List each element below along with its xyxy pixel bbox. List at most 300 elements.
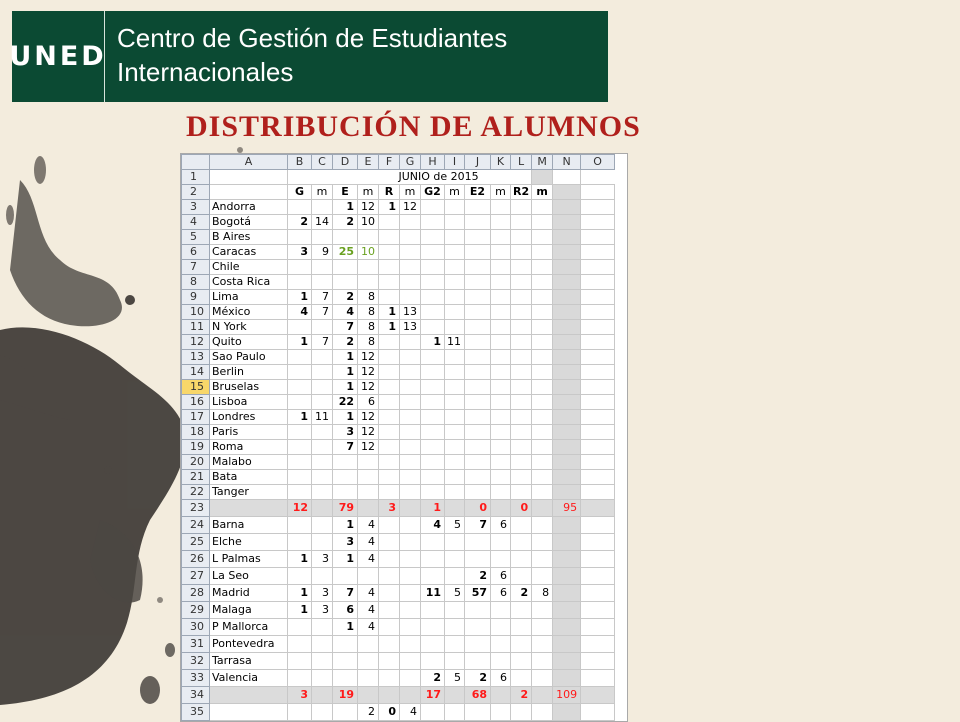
row-header[interactable]: 29 bbox=[182, 602, 210, 619]
cell[interactable] bbox=[445, 425, 465, 440]
cell[interactable]: 11 bbox=[421, 585, 445, 602]
cell[interactable]: 0 bbox=[511, 500, 532, 517]
cell[interactable] bbox=[445, 230, 465, 245]
cell[interactable] bbox=[312, 653, 333, 670]
cell[interactable] bbox=[445, 365, 465, 380]
cell[interactable] bbox=[445, 350, 465, 365]
cell[interactable]: Lisboa bbox=[210, 395, 288, 410]
cell[interactable] bbox=[511, 275, 532, 290]
cell[interactable] bbox=[312, 350, 333, 365]
cell[interactable] bbox=[532, 440, 553, 455]
cell[interactable]: 3 bbox=[312, 602, 333, 619]
cell[interactable] bbox=[532, 365, 553, 380]
cell[interactable]: 1 bbox=[379, 200, 400, 215]
cell[interactable] bbox=[445, 485, 465, 500]
cell[interactable] bbox=[581, 200, 615, 215]
cell[interactable] bbox=[312, 619, 333, 636]
cell[interactable] bbox=[491, 305, 511, 320]
cell[interactable] bbox=[421, 551, 445, 568]
cell[interactable] bbox=[400, 568, 421, 585]
cell[interactable] bbox=[400, 455, 421, 470]
cell[interactable]: 3 bbox=[288, 687, 312, 704]
cell[interactable] bbox=[532, 425, 553, 440]
cell[interactable] bbox=[333, 455, 358, 470]
cell[interactable]: 3 bbox=[333, 425, 358, 440]
cell[interactable] bbox=[445, 395, 465, 410]
cell[interactable] bbox=[511, 440, 532, 455]
cell[interactable] bbox=[379, 425, 400, 440]
cell[interactable]: 2 bbox=[333, 290, 358, 305]
cell[interactable] bbox=[581, 215, 615, 230]
cell[interactable]: 2 bbox=[421, 670, 445, 687]
cell[interactable]: 8 bbox=[358, 320, 379, 335]
cell[interactable] bbox=[532, 517, 553, 534]
cell[interactable]: 12 bbox=[288, 500, 312, 517]
cell[interactable] bbox=[465, 260, 491, 275]
cell[interactable] bbox=[288, 470, 312, 485]
cell[interactable] bbox=[581, 619, 615, 636]
cell[interactable] bbox=[379, 245, 400, 260]
cell[interactable] bbox=[581, 568, 615, 585]
cell[interactable]: 22 bbox=[333, 395, 358, 410]
cell[interactable] bbox=[288, 455, 312, 470]
cell[interactable]: B Aires bbox=[210, 230, 288, 245]
cell[interactable]: 13 bbox=[400, 305, 421, 320]
cell[interactable] bbox=[465, 534, 491, 551]
cell[interactable]: 8 bbox=[532, 585, 553, 602]
cell[interactable] bbox=[400, 410, 421, 425]
cell[interactable]: 1 bbox=[333, 350, 358, 365]
cell[interactable]: 7 bbox=[333, 440, 358, 455]
cell[interactable] bbox=[511, 470, 532, 485]
cell[interactable] bbox=[581, 425, 615, 440]
cell[interactable] bbox=[288, 275, 312, 290]
cell[interactable] bbox=[511, 380, 532, 395]
column-group-header[interactable]: m bbox=[491, 185, 511, 200]
cell[interactable] bbox=[379, 455, 400, 470]
cell[interactable] bbox=[421, 568, 445, 585]
cell[interactable]: Malaga bbox=[210, 602, 288, 619]
cell[interactable]: 1 bbox=[288, 551, 312, 568]
cell[interactable] bbox=[400, 395, 421, 410]
cell[interactable]: Paris bbox=[210, 425, 288, 440]
cell[interactable] bbox=[553, 395, 581, 410]
cell[interactable] bbox=[581, 470, 615, 485]
column-header[interactable]: G bbox=[400, 155, 421, 170]
column-group-header[interactable] bbox=[581, 185, 615, 200]
cell[interactable]: 5 bbox=[445, 670, 465, 687]
cell[interactable] bbox=[312, 470, 333, 485]
cell[interactable] bbox=[491, 200, 511, 215]
cell[interactable] bbox=[445, 500, 465, 517]
cell[interactable] bbox=[312, 534, 333, 551]
row-header[interactable]: 15 bbox=[182, 380, 210, 395]
cell[interactable] bbox=[445, 305, 465, 320]
cell[interactable] bbox=[379, 636, 400, 653]
cell[interactable] bbox=[210, 687, 288, 704]
cell[interactable] bbox=[400, 585, 421, 602]
cell[interactable] bbox=[379, 585, 400, 602]
cell[interactable] bbox=[445, 534, 465, 551]
cell[interactable]: 5 bbox=[445, 517, 465, 534]
cell[interactable] bbox=[553, 653, 581, 670]
cell[interactable] bbox=[333, 704, 358, 721]
cell[interactable] bbox=[581, 440, 615, 455]
cell[interactable]: 12 bbox=[400, 200, 421, 215]
cell[interactable] bbox=[581, 455, 615, 470]
cell[interactable] bbox=[465, 335, 491, 350]
row-header[interactable]: 30 bbox=[182, 619, 210, 636]
column-header[interactable]: H bbox=[421, 155, 445, 170]
cell[interactable] bbox=[312, 260, 333, 275]
cell[interactable]: 1 bbox=[333, 365, 358, 380]
row-header[interactable]: 22 bbox=[182, 485, 210, 500]
cell[interactable] bbox=[532, 230, 553, 245]
cell[interactable] bbox=[491, 636, 511, 653]
cell[interactable] bbox=[491, 653, 511, 670]
cell[interactable]: 2 bbox=[511, 585, 532, 602]
cell[interactable] bbox=[553, 551, 581, 568]
cell[interactable]: 0 bbox=[465, 500, 491, 517]
cell[interactable] bbox=[465, 410, 491, 425]
cell[interactable] bbox=[421, 455, 445, 470]
cell[interactable]: 11 bbox=[445, 335, 465, 350]
cell[interactable]: 12 bbox=[358, 365, 379, 380]
column-group-header[interactable]: m bbox=[312, 185, 333, 200]
cell[interactable] bbox=[465, 440, 491, 455]
cell[interactable]: 9 bbox=[312, 245, 333, 260]
cell[interactable]: 2 bbox=[511, 687, 532, 704]
cell[interactable] bbox=[358, 670, 379, 687]
cell[interactable] bbox=[210, 500, 288, 517]
cell[interactable] bbox=[379, 670, 400, 687]
cell[interactable] bbox=[379, 653, 400, 670]
cell[interactable]: 1 bbox=[379, 320, 400, 335]
cell[interactable] bbox=[312, 687, 333, 704]
cell[interactable]: 4 bbox=[358, 534, 379, 551]
cell[interactable] bbox=[581, 290, 615, 305]
cell[interactable] bbox=[421, 534, 445, 551]
cell[interactable] bbox=[358, 230, 379, 245]
cell[interactable] bbox=[421, 395, 445, 410]
row-header[interactable]: 6 bbox=[182, 245, 210, 260]
cell[interactable] bbox=[312, 500, 333, 517]
cell[interactable] bbox=[511, 245, 532, 260]
cell[interactable] bbox=[532, 687, 553, 704]
cell[interactable]: 1 bbox=[333, 410, 358, 425]
cell[interactable] bbox=[288, 485, 312, 500]
cell[interactable] bbox=[333, 670, 358, 687]
cell[interactable]: 95 bbox=[553, 500, 581, 517]
cell[interactable] bbox=[553, 455, 581, 470]
row-header[interactable]: 7 bbox=[182, 260, 210, 275]
cell[interactable] bbox=[511, 568, 532, 585]
cell[interactable] bbox=[358, 485, 379, 500]
cell[interactable] bbox=[400, 485, 421, 500]
cell[interactable] bbox=[553, 602, 581, 619]
cell[interactable]: 12 bbox=[358, 350, 379, 365]
cell[interactable] bbox=[491, 380, 511, 395]
cell[interactable]: 3 bbox=[312, 585, 333, 602]
cell[interactable] bbox=[288, 365, 312, 380]
row-header[interactable]: 2 bbox=[182, 185, 210, 200]
cell[interactable] bbox=[511, 395, 532, 410]
cell[interactable] bbox=[581, 653, 615, 670]
cell[interactable] bbox=[358, 260, 379, 275]
cell[interactable] bbox=[491, 425, 511, 440]
row-header[interactable]: 24 bbox=[182, 517, 210, 534]
cell[interactable] bbox=[379, 551, 400, 568]
column-header[interactable]: B bbox=[288, 155, 312, 170]
cell[interactable]: 6 bbox=[491, 568, 511, 585]
cell[interactable] bbox=[465, 704, 491, 721]
cell[interactable] bbox=[465, 350, 491, 365]
cell[interactable] bbox=[581, 687, 615, 704]
cell[interactable] bbox=[400, 470, 421, 485]
cell[interactable] bbox=[511, 410, 532, 425]
cell[interactable] bbox=[581, 260, 615, 275]
cell[interactable] bbox=[553, 200, 581, 215]
cell[interactable] bbox=[312, 568, 333, 585]
cell[interactable] bbox=[379, 230, 400, 245]
cell[interactable] bbox=[581, 230, 615, 245]
cell[interactable]: Roma bbox=[210, 440, 288, 455]
cell[interactable] bbox=[491, 704, 511, 721]
cell[interactable]: 7 bbox=[333, 320, 358, 335]
cell[interactable] bbox=[379, 215, 400, 230]
cell[interactable] bbox=[581, 380, 615, 395]
cell[interactable] bbox=[491, 350, 511, 365]
cell[interactable] bbox=[532, 602, 553, 619]
cell[interactable] bbox=[379, 440, 400, 455]
cell[interactable]: 7 bbox=[312, 335, 333, 350]
row-header[interactable]: 21 bbox=[182, 470, 210, 485]
cell[interactable] bbox=[421, 200, 445, 215]
column-group-header[interactable]: m bbox=[358, 185, 379, 200]
cell[interactable] bbox=[445, 636, 465, 653]
cell[interactable] bbox=[465, 470, 491, 485]
cell[interactable] bbox=[553, 335, 581, 350]
cell[interactable]: 2 bbox=[465, 670, 491, 687]
cell[interactable] bbox=[210, 704, 288, 721]
cell[interactable] bbox=[400, 365, 421, 380]
cell[interactable]: 10 bbox=[358, 215, 379, 230]
column-header[interactable]: D bbox=[333, 155, 358, 170]
cell[interactable] bbox=[532, 551, 553, 568]
cell[interactable] bbox=[532, 305, 553, 320]
cell[interactable]: 1 bbox=[288, 410, 312, 425]
cell[interactable]: Madrid bbox=[210, 585, 288, 602]
column-group-header[interactable]: G2 bbox=[421, 185, 445, 200]
cell[interactable] bbox=[312, 440, 333, 455]
cell[interactable]: 6 bbox=[491, 517, 511, 534]
cell[interactable] bbox=[511, 320, 532, 335]
cell[interactable] bbox=[421, 704, 445, 721]
row-header[interactable]: 9 bbox=[182, 290, 210, 305]
column-group-header[interactable]: E bbox=[333, 185, 358, 200]
cell[interactable] bbox=[421, 215, 445, 230]
cell[interactable] bbox=[400, 425, 421, 440]
cell[interactable] bbox=[553, 470, 581, 485]
cell[interactable] bbox=[465, 425, 491, 440]
cell[interactable] bbox=[333, 275, 358, 290]
cell[interactable]: Berlin bbox=[210, 365, 288, 380]
cell[interactable] bbox=[421, 305, 445, 320]
cell[interactable] bbox=[581, 517, 615, 534]
cell[interactable] bbox=[288, 395, 312, 410]
cell[interactable]: 14 bbox=[312, 215, 333, 230]
cell[interactable]: 3 bbox=[333, 534, 358, 551]
cell[interactable]: 2 bbox=[465, 568, 491, 585]
cell[interactable] bbox=[553, 215, 581, 230]
cell[interactable] bbox=[491, 619, 511, 636]
cell[interactable] bbox=[421, 653, 445, 670]
cell[interactable]: Caracas bbox=[210, 245, 288, 260]
row-header[interactable]: 8 bbox=[182, 275, 210, 290]
cell[interactable]: 1 bbox=[288, 290, 312, 305]
cell[interactable]: 19 bbox=[333, 687, 358, 704]
cell[interactable] bbox=[532, 245, 553, 260]
cell[interactable] bbox=[288, 568, 312, 585]
cell[interactable] bbox=[532, 290, 553, 305]
column-group-header[interactable]: E2 bbox=[465, 185, 491, 200]
cell[interactable]: Tarrasa bbox=[210, 653, 288, 670]
cell[interactable] bbox=[532, 335, 553, 350]
cell[interactable] bbox=[491, 440, 511, 455]
cell[interactable] bbox=[465, 619, 491, 636]
cell[interactable] bbox=[421, 470, 445, 485]
cell[interactable] bbox=[491, 320, 511, 335]
cell[interactable] bbox=[511, 200, 532, 215]
cell[interactable] bbox=[421, 275, 445, 290]
cell[interactable] bbox=[312, 670, 333, 687]
cell[interactable] bbox=[532, 470, 553, 485]
cell[interactable] bbox=[400, 551, 421, 568]
cell[interactable]: 12 bbox=[358, 380, 379, 395]
cell[interactable] bbox=[400, 500, 421, 517]
cell[interactable] bbox=[553, 320, 581, 335]
cell[interactable] bbox=[532, 410, 553, 425]
cell[interactable] bbox=[400, 687, 421, 704]
cell[interactable] bbox=[312, 275, 333, 290]
cell[interactable] bbox=[511, 704, 532, 721]
cell[interactable] bbox=[491, 687, 511, 704]
cell[interactable]: Bogotá bbox=[210, 215, 288, 230]
column-group-header[interactable]: G bbox=[288, 185, 312, 200]
cell[interactable] bbox=[421, 260, 445, 275]
cell[interactable]: 1 bbox=[288, 585, 312, 602]
cell[interactable] bbox=[421, 350, 445, 365]
cell[interactable] bbox=[532, 170, 553, 185]
cell[interactable] bbox=[358, 653, 379, 670]
row-header[interactable]: 18 bbox=[182, 425, 210, 440]
cell[interactable]: Barna bbox=[210, 517, 288, 534]
cell[interactable] bbox=[421, 425, 445, 440]
row-header[interactable]: 32 bbox=[182, 653, 210, 670]
row-header[interactable]: 16 bbox=[182, 395, 210, 410]
cell[interactable] bbox=[379, 485, 400, 500]
cell[interactable] bbox=[553, 704, 581, 721]
cell[interactable] bbox=[511, 517, 532, 534]
cell[interactable] bbox=[465, 636, 491, 653]
cell[interactable] bbox=[400, 260, 421, 275]
cell[interactable]: 12 bbox=[358, 200, 379, 215]
cell[interactable] bbox=[581, 534, 615, 551]
cell[interactable] bbox=[400, 619, 421, 636]
cell[interactable] bbox=[312, 200, 333, 215]
cell[interactable]: Lima bbox=[210, 290, 288, 305]
cell[interactable] bbox=[511, 636, 532, 653]
cell[interactable] bbox=[333, 653, 358, 670]
column-group-header[interactable] bbox=[553, 185, 581, 200]
cell[interactable] bbox=[511, 425, 532, 440]
cell[interactable] bbox=[581, 245, 615, 260]
cell[interactable]: 2 bbox=[358, 704, 379, 721]
cell[interactable] bbox=[421, 245, 445, 260]
cell[interactable] bbox=[288, 425, 312, 440]
cell[interactable] bbox=[511, 455, 532, 470]
cell[interactable] bbox=[379, 470, 400, 485]
cell[interactable] bbox=[511, 365, 532, 380]
cell[interactable] bbox=[445, 704, 465, 721]
cell[interactable] bbox=[445, 687, 465, 704]
cell[interactable] bbox=[421, 410, 445, 425]
cell[interactable] bbox=[465, 455, 491, 470]
cell[interactable] bbox=[312, 230, 333, 245]
cell[interactable] bbox=[379, 365, 400, 380]
column-header[interactable]: A bbox=[210, 155, 288, 170]
cell[interactable] bbox=[379, 568, 400, 585]
cell[interactable] bbox=[532, 636, 553, 653]
cell[interactable]: 1 bbox=[333, 200, 358, 215]
cell[interactable] bbox=[553, 245, 581, 260]
cell[interactable] bbox=[553, 260, 581, 275]
cell[interactable] bbox=[581, 305, 615, 320]
cell[interactable] bbox=[581, 704, 615, 721]
cell[interactable] bbox=[532, 670, 553, 687]
cell[interactable] bbox=[581, 670, 615, 687]
cell[interactable] bbox=[445, 568, 465, 585]
cell[interactable] bbox=[421, 485, 445, 500]
cell[interactable]: 4 bbox=[358, 619, 379, 636]
cell[interactable]: 1 bbox=[379, 305, 400, 320]
cell[interactable]: 11 bbox=[312, 410, 333, 425]
cell[interactable]: 4 bbox=[400, 704, 421, 721]
cell[interactable] bbox=[532, 215, 553, 230]
cell[interactable]: 4 bbox=[421, 517, 445, 534]
cell[interactable]: 4 bbox=[358, 585, 379, 602]
cell[interactable] bbox=[358, 636, 379, 653]
cell[interactable]: Sao Paulo bbox=[210, 350, 288, 365]
cell[interactable] bbox=[491, 534, 511, 551]
column-header[interactable]: M bbox=[532, 155, 553, 170]
cell[interactable] bbox=[511, 619, 532, 636]
cell[interactable]: 4 bbox=[358, 551, 379, 568]
cell[interactable] bbox=[379, 290, 400, 305]
column-group-header[interactable] bbox=[210, 185, 288, 200]
row-header[interactable]: 5 bbox=[182, 230, 210, 245]
row-header[interactable]: 3 bbox=[182, 200, 210, 215]
cell[interactable] bbox=[581, 395, 615, 410]
row-header[interactable]: 28 bbox=[182, 585, 210, 602]
cell[interactable] bbox=[379, 517, 400, 534]
cell[interactable] bbox=[210, 170, 288, 185]
cell[interactable] bbox=[312, 517, 333, 534]
cell[interactable] bbox=[400, 335, 421, 350]
row-header[interactable]: 17 bbox=[182, 410, 210, 425]
cell[interactable] bbox=[553, 305, 581, 320]
cell[interactable]: Bruselas bbox=[210, 380, 288, 395]
